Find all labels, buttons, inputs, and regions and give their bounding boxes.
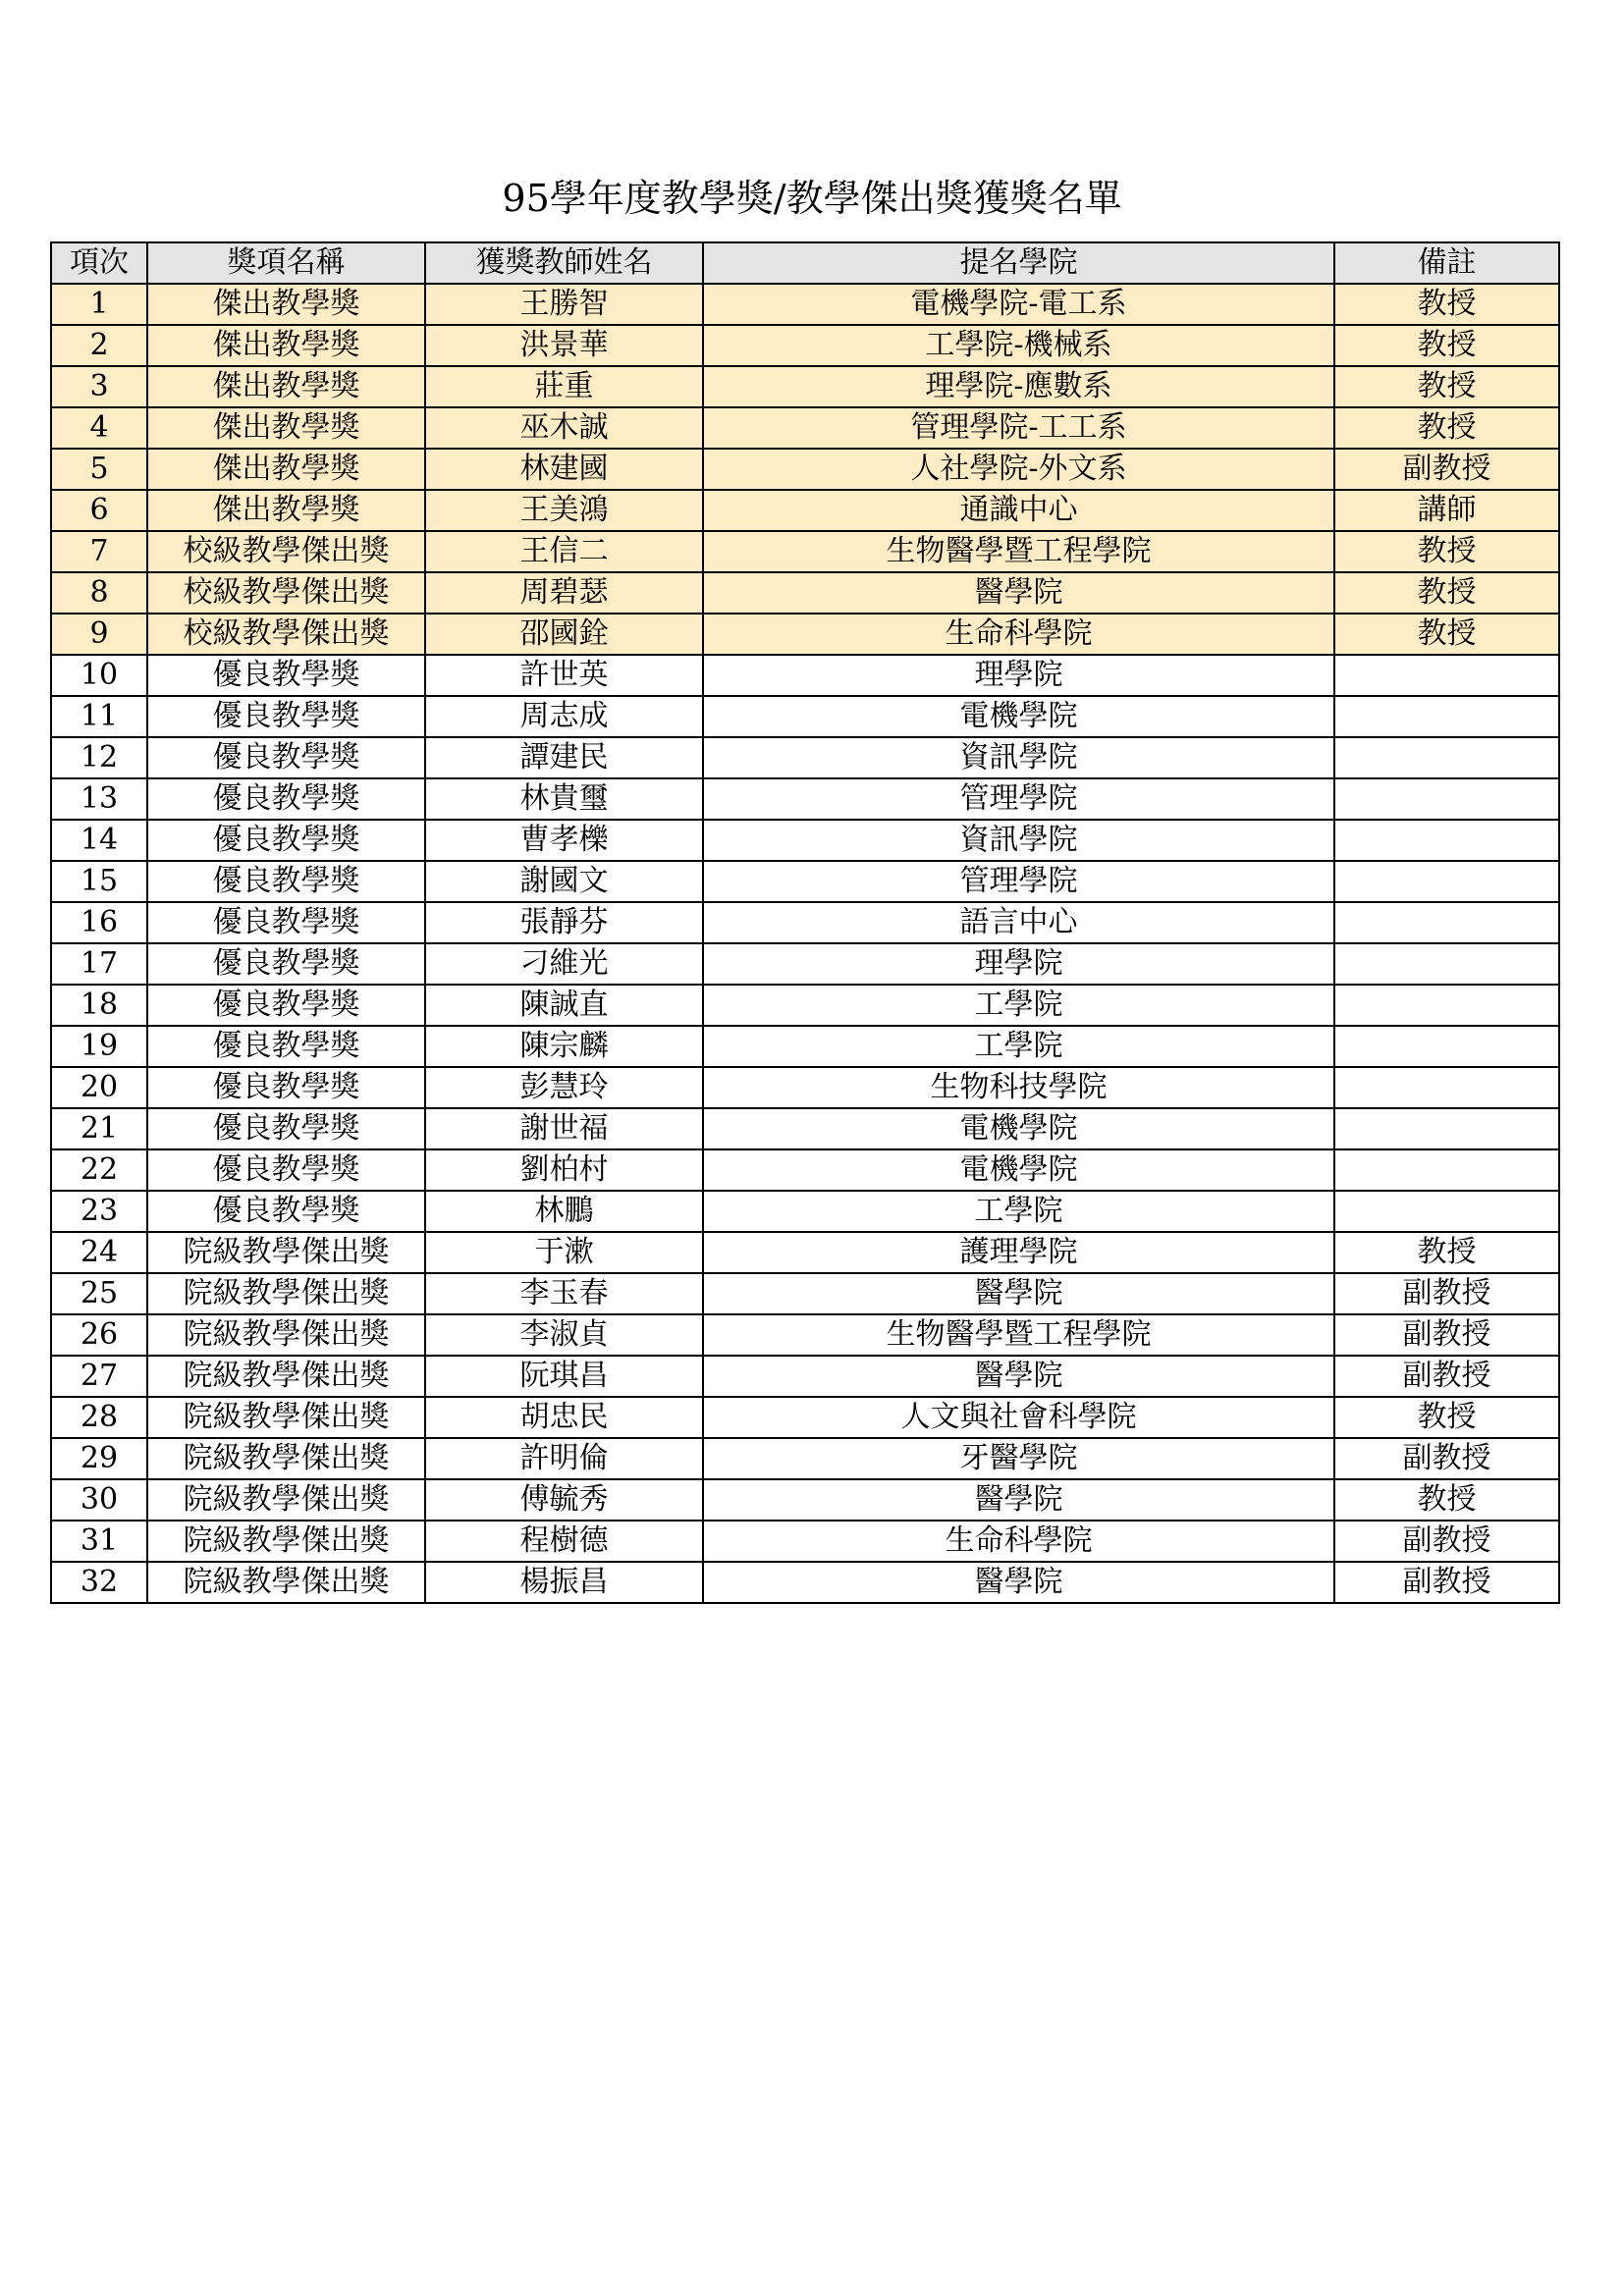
cell-note: 教授 bbox=[1334, 531, 1559, 572]
cell-no: 22 bbox=[51, 1149, 147, 1191]
cell-teacher-name: 謝國文 bbox=[425, 861, 703, 902]
cell-college: 人文與社會科學院 bbox=[703, 1397, 1334, 1438]
cell-note: 教授 bbox=[1334, 366, 1559, 407]
cell-note bbox=[1334, 1149, 1559, 1191]
table-row bbox=[51, 861, 1559, 902]
cell-no: 20 bbox=[51, 1067, 147, 1108]
cell-teacher-name: 李淑貞 bbox=[425, 1314, 703, 1356]
table-row bbox=[51, 820, 1559, 861]
table-row bbox=[51, 655, 1559, 696]
cell-note bbox=[1334, 861, 1559, 902]
cell-no: 16 bbox=[51, 902, 147, 943]
cell-no: 15 bbox=[51, 861, 147, 902]
cell-no: 25 bbox=[51, 1273, 147, 1314]
cell-teacher-name: 許明倫 bbox=[425, 1438, 703, 1479]
cell-college: 護理學院 bbox=[703, 1232, 1334, 1273]
cell-college: 醫學院 bbox=[703, 1479, 1334, 1521]
cell-award-name: 優良教學獎 bbox=[147, 1191, 425, 1232]
table-row bbox=[51, 407, 1559, 449]
column-header-no: 項次 bbox=[51, 242, 147, 284]
cell-college: 醫學院 bbox=[703, 1356, 1334, 1397]
cell-no: 18 bbox=[51, 985, 147, 1026]
column-header-teacher: 獲獎教師姓名 bbox=[425, 242, 703, 284]
cell-college: 工學院 bbox=[703, 1026, 1334, 1067]
cell-note: 副教授 bbox=[1334, 1356, 1559, 1397]
cell-note bbox=[1334, 1108, 1559, 1149]
cell-teacher-name: 林鵬 bbox=[425, 1191, 703, 1232]
cell-no: 7 bbox=[51, 531, 147, 572]
cell-no: 27 bbox=[51, 1356, 147, 1397]
cell-note: 副教授 bbox=[1334, 1273, 1559, 1314]
table-row bbox=[51, 366, 1559, 407]
cell-college: 電機學院 bbox=[703, 696, 1334, 737]
cell-award-name: 傑出教學獎 bbox=[147, 325, 425, 366]
table-row bbox=[51, 531, 1559, 572]
cell-college: 人社學院-外文系 bbox=[703, 449, 1334, 490]
table-row bbox=[51, 1232, 1559, 1273]
table-row bbox=[51, 325, 1559, 366]
cell-award-name: 優良教學獎 bbox=[147, 861, 425, 902]
cell-college: 工學院 bbox=[703, 985, 1334, 1026]
award-list-table bbox=[50, 241, 1560, 1604]
cell-no: 8 bbox=[51, 572, 147, 614]
cell-college: 生物科技學院 bbox=[703, 1067, 1334, 1108]
column-header-college: 提名學院 bbox=[703, 242, 1334, 284]
cell-award-name: 校級教學傑出獎 bbox=[147, 614, 425, 655]
cell-college: 管理學院 bbox=[703, 778, 1334, 820]
cell-teacher-name: 傅毓秀 bbox=[425, 1479, 703, 1521]
cell-teacher-name: 程樹德 bbox=[425, 1521, 703, 1562]
cell-note: 教授 bbox=[1334, 325, 1559, 366]
cell-note: 教授 bbox=[1334, 614, 1559, 655]
cell-award-name: 優良教學獎 bbox=[147, 820, 425, 861]
cell-teacher-name: 周志成 bbox=[425, 696, 703, 737]
cell-no: 17 bbox=[51, 943, 147, 985]
cell-teacher-name: 林建國 bbox=[425, 449, 703, 490]
cell-no: 3 bbox=[51, 366, 147, 407]
cell-award-name: 校級教學傑出獎 bbox=[147, 572, 425, 614]
cell-teacher-name: 陳宗麟 bbox=[425, 1026, 703, 1067]
cell-award-name: 院級教學傑出獎 bbox=[147, 1438, 425, 1479]
cell-note bbox=[1334, 778, 1559, 820]
cell-teacher-name: 王勝智 bbox=[425, 284, 703, 325]
table-row bbox=[51, 1521, 1559, 1562]
cell-note bbox=[1334, 1067, 1559, 1108]
cell-college: 語言中心 bbox=[703, 902, 1334, 943]
cell-teacher-name: 邵國銓 bbox=[425, 614, 703, 655]
cell-note bbox=[1334, 902, 1559, 943]
cell-teacher-name: 刁維光 bbox=[425, 943, 703, 985]
cell-note: 副教授 bbox=[1334, 1521, 1559, 1562]
cell-note bbox=[1334, 1026, 1559, 1067]
cell-college: 工學院 bbox=[703, 1191, 1334, 1232]
cell-note: 教授 bbox=[1334, 1232, 1559, 1273]
cell-note bbox=[1334, 696, 1559, 737]
cell-college: 生物醫學暨工程學院 bbox=[703, 1314, 1334, 1356]
table-row bbox=[51, 696, 1559, 737]
column-header-note: 備註 bbox=[1334, 242, 1559, 284]
cell-college: 牙醫學院 bbox=[703, 1438, 1334, 1479]
cell-no: 1 bbox=[51, 284, 147, 325]
table-row bbox=[51, 1067, 1559, 1108]
table-row bbox=[51, 490, 1559, 531]
table-row bbox=[51, 1149, 1559, 1191]
cell-college: 資訊學院 bbox=[703, 820, 1334, 861]
cell-no: 5 bbox=[51, 449, 147, 490]
cell-no: 4 bbox=[51, 407, 147, 449]
cell-teacher-name: 巫木誠 bbox=[425, 407, 703, 449]
cell-award-name: 院級教學傑出獎 bbox=[147, 1479, 425, 1521]
table-row bbox=[51, 284, 1559, 325]
cell-note: 教授 bbox=[1334, 284, 1559, 325]
cell-no: 24 bbox=[51, 1232, 147, 1273]
cell-no: 32 bbox=[51, 1562, 147, 1603]
table-row bbox=[51, 1397, 1559, 1438]
cell-note: 教授 bbox=[1334, 1479, 1559, 1521]
cell-award-name: 優良教學獎 bbox=[147, 696, 425, 737]
cell-college: 理學院-應數系 bbox=[703, 366, 1334, 407]
cell-no: 29 bbox=[51, 1438, 147, 1479]
cell-award-name: 傑出教學獎 bbox=[147, 490, 425, 531]
cell-award-name: 傑出教學獎 bbox=[147, 407, 425, 449]
cell-teacher-name: 莊重 bbox=[425, 366, 703, 407]
cell-award-name: 優良教學獎 bbox=[147, 1149, 425, 1191]
column-header-award: 獎項名稱 bbox=[147, 242, 425, 284]
table-row bbox=[51, 737, 1559, 778]
cell-award-name: 院級教學傑出獎 bbox=[147, 1314, 425, 1356]
cell-college: 理學院 bbox=[703, 655, 1334, 696]
cell-note: 副教授 bbox=[1334, 449, 1559, 490]
table-row bbox=[51, 1438, 1559, 1479]
cell-teacher-name: 謝世福 bbox=[425, 1108, 703, 1149]
cell-award-name: 傑出教學獎 bbox=[147, 449, 425, 490]
cell-college: 管理學院 bbox=[703, 861, 1334, 902]
cell-award-name: 院級教學傑出獎 bbox=[147, 1356, 425, 1397]
cell-note: 副教授 bbox=[1334, 1562, 1559, 1603]
cell-no: 11 bbox=[51, 696, 147, 737]
cell-note: 教授 bbox=[1334, 407, 1559, 449]
cell-teacher-name: 曹孝櫟 bbox=[425, 820, 703, 861]
cell-teacher-name: 周碧瑟 bbox=[425, 572, 703, 614]
cell-note: 副教授 bbox=[1334, 1438, 1559, 1479]
cell-teacher-name: 于漱 bbox=[425, 1232, 703, 1273]
cell-no: 6 bbox=[51, 490, 147, 531]
cell-no: 2 bbox=[51, 325, 147, 366]
cell-note bbox=[1334, 1191, 1559, 1232]
table-row bbox=[51, 1273, 1559, 1314]
cell-college: 管理學院-工工系 bbox=[703, 407, 1334, 449]
table-row bbox=[51, 943, 1559, 985]
cell-teacher-name: 楊振昌 bbox=[425, 1562, 703, 1603]
cell-note: 副教授 bbox=[1334, 1314, 1559, 1356]
cell-no: 31 bbox=[51, 1521, 147, 1562]
cell-award-name: 院級教學傑出獎 bbox=[147, 1273, 425, 1314]
cell-note bbox=[1334, 655, 1559, 696]
table-row bbox=[51, 614, 1559, 655]
cell-note: 講師 bbox=[1334, 490, 1559, 531]
cell-award-name: 優良教學獎 bbox=[147, 655, 425, 696]
cell-no: 21 bbox=[51, 1108, 147, 1149]
table-row bbox=[51, 1562, 1559, 1603]
table-row bbox=[51, 1356, 1559, 1397]
cell-college: 工學院-機械系 bbox=[703, 325, 1334, 366]
cell-college: 生命科學院 bbox=[703, 1521, 1334, 1562]
cell-teacher-name: 胡忠民 bbox=[425, 1397, 703, 1438]
cell-college: 醫學院 bbox=[703, 1562, 1334, 1603]
cell-teacher-name: 陳誠直 bbox=[425, 985, 703, 1026]
cell-note bbox=[1334, 737, 1559, 778]
cell-award-name: 優良教學獎 bbox=[147, 778, 425, 820]
cell-award-name: 傑出教學獎 bbox=[147, 366, 425, 407]
cell-award-name: 優良教學獎 bbox=[147, 1026, 425, 1067]
table-row bbox=[51, 449, 1559, 490]
cell-no: 9 bbox=[51, 614, 147, 655]
cell-note bbox=[1334, 943, 1559, 985]
cell-award-name: 優良教學獎 bbox=[147, 1108, 425, 1149]
cell-award-name: 傑出教學獎 bbox=[147, 284, 425, 325]
cell-college: 資訊學院 bbox=[703, 737, 1334, 778]
cell-award-name: 院級教學傑出獎 bbox=[147, 1232, 425, 1273]
cell-college: 生命科學院 bbox=[703, 614, 1334, 655]
cell-award-name: 優良教學獎 bbox=[147, 943, 425, 985]
cell-no: 30 bbox=[51, 1479, 147, 1521]
cell-no: 26 bbox=[51, 1314, 147, 1356]
cell-no: 12 bbox=[51, 737, 147, 778]
cell-college: 通識中心 bbox=[703, 490, 1334, 531]
cell-award-name: 優良教學獎 bbox=[147, 1067, 425, 1108]
page-title: 95學年度教學獎/教學傑出獎獲獎名單 bbox=[502, 177, 1122, 220]
cell-teacher-name: 王信二 bbox=[425, 531, 703, 572]
cell-note bbox=[1334, 985, 1559, 1026]
cell-teacher-name: 洪景華 bbox=[425, 325, 703, 366]
table-row bbox=[51, 1191, 1559, 1232]
cell-teacher-name: 彭慧玲 bbox=[425, 1067, 703, 1108]
cell-no: 10 bbox=[51, 655, 147, 696]
cell-college: 醫學院 bbox=[703, 572, 1334, 614]
cell-award-name: 院級教學傑出獎 bbox=[147, 1397, 425, 1438]
cell-award-name: 院級教學傑出獎 bbox=[147, 1521, 425, 1562]
cell-college: 理學院 bbox=[703, 943, 1334, 985]
cell-teacher-name: 林貴璽 bbox=[425, 778, 703, 820]
cell-teacher-name: 阮琪昌 bbox=[425, 1356, 703, 1397]
cell-college: 電機學院 bbox=[703, 1108, 1334, 1149]
cell-no: 19 bbox=[51, 1026, 147, 1067]
table-row bbox=[51, 572, 1559, 614]
table-body bbox=[51, 284, 1559, 1603]
table-row bbox=[51, 902, 1559, 943]
cell-teacher-name: 譚建民 bbox=[425, 737, 703, 778]
cell-award-name: 校級教學傑出獎 bbox=[147, 531, 425, 572]
table-row bbox=[51, 1108, 1559, 1149]
cell-college: 醫學院 bbox=[703, 1273, 1334, 1314]
table-row bbox=[51, 778, 1559, 820]
cell-no: 13 bbox=[51, 778, 147, 820]
cell-college: 電機學院 bbox=[703, 1149, 1334, 1191]
cell-teacher-name: 李玉春 bbox=[425, 1273, 703, 1314]
cell-award-name: 院級教學傑出獎 bbox=[147, 1562, 425, 1603]
cell-no: 14 bbox=[51, 820, 147, 861]
cell-teacher-name: 王美鴻 bbox=[425, 490, 703, 531]
table-header-row bbox=[51, 242, 1559, 284]
table-row bbox=[51, 1026, 1559, 1067]
cell-note: 教授 bbox=[1334, 572, 1559, 614]
cell-note bbox=[1334, 820, 1559, 861]
cell-college: 生物醫學暨工程學院 bbox=[703, 531, 1334, 572]
cell-teacher-name: 許世英 bbox=[425, 655, 703, 696]
cell-note: 教授 bbox=[1334, 1397, 1559, 1438]
table-row bbox=[51, 1314, 1559, 1356]
cell-teacher-name: 劉柏村 bbox=[425, 1149, 703, 1191]
cell-no: 28 bbox=[51, 1397, 147, 1438]
cell-teacher-name: 張靜芬 bbox=[425, 902, 703, 943]
cell-college: 電機學院-電工系 bbox=[703, 284, 1334, 325]
cell-no: 23 bbox=[51, 1191, 147, 1232]
cell-award-name: 優良教學獎 bbox=[147, 737, 425, 778]
table-row bbox=[51, 1479, 1559, 1521]
table-row bbox=[51, 985, 1559, 1026]
cell-award-name: 優良教學獎 bbox=[147, 902, 425, 943]
cell-award-name: 優良教學獎 bbox=[147, 985, 425, 1026]
